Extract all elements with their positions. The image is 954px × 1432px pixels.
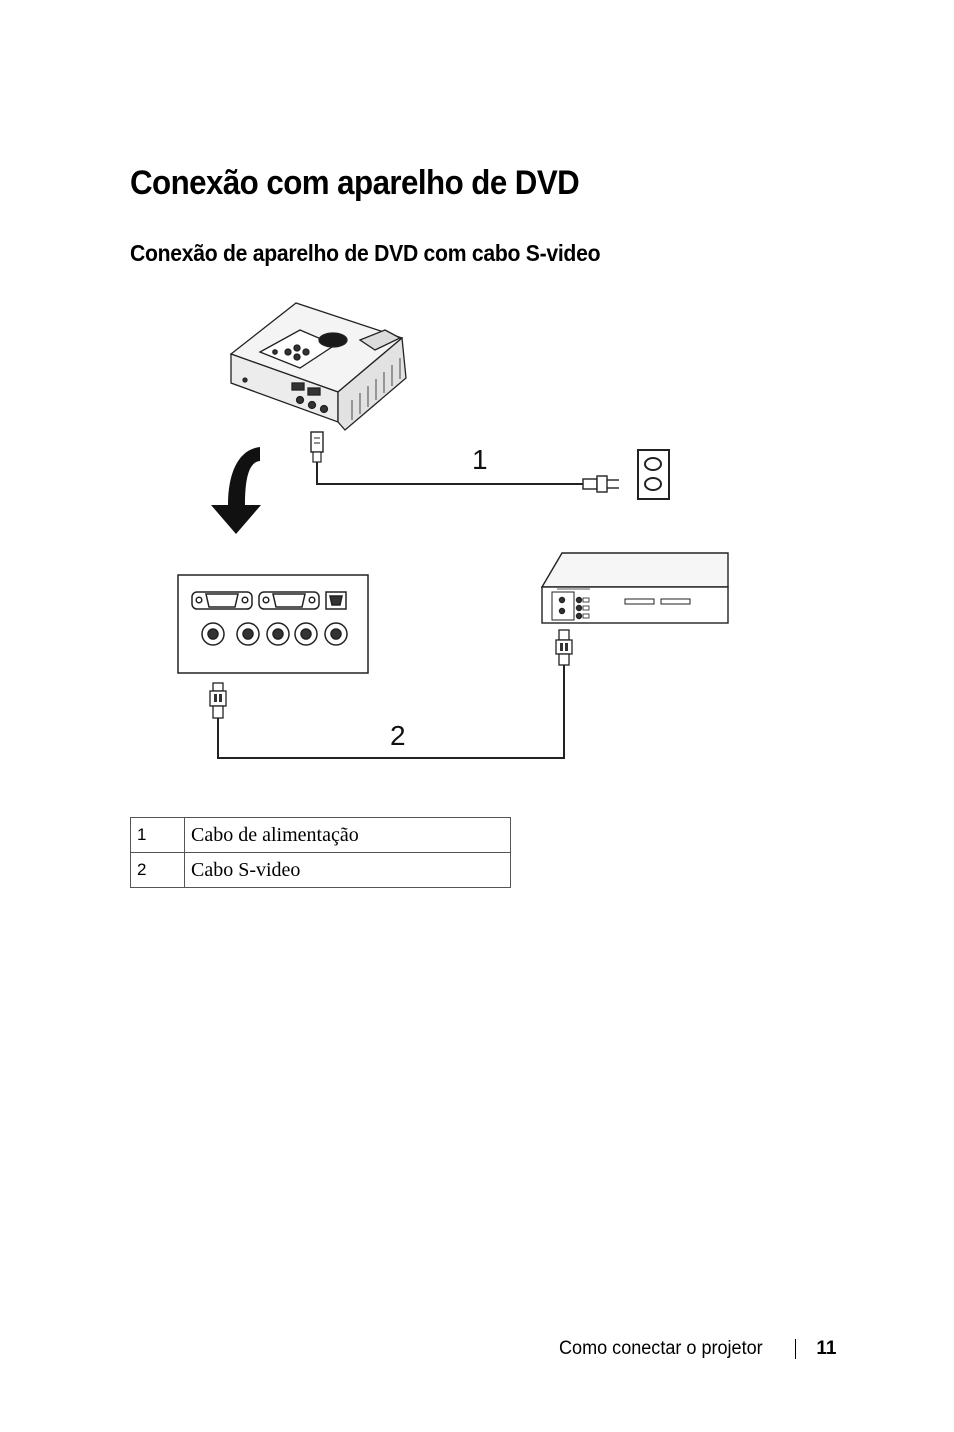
legend-label: Cabo de alimentação xyxy=(185,818,511,853)
legend-number: 2 xyxy=(131,853,185,888)
connector-panel-icon xyxy=(178,575,368,673)
power-plug-icon xyxy=(583,476,619,492)
page-footer xyxy=(559,1338,836,1360)
legend-table xyxy=(130,817,511,888)
callout-1: 1 xyxy=(472,444,488,475)
legend-label: Cabo S-video xyxy=(185,853,511,888)
footer-divider xyxy=(795,1339,796,1359)
dvd-player-icon xyxy=(542,553,728,623)
footer-section-title: Como conectar o projetor xyxy=(559,1338,763,1359)
power-cable xyxy=(311,432,583,484)
projector-icon xyxy=(231,303,406,430)
legend-number: 1 xyxy=(131,818,185,853)
page-title: Conexão com aparelho de DVD xyxy=(130,164,580,202)
table-row xyxy=(131,818,511,853)
power-outlet-icon xyxy=(638,450,669,499)
table-row xyxy=(131,853,511,888)
arrow-down-icon xyxy=(211,447,261,534)
callout-2: 2 xyxy=(390,720,406,751)
page-number: 11 xyxy=(816,1338,837,1359)
section-title: Conexão de aparelho de DVD com cabo S-video xyxy=(130,240,601,266)
